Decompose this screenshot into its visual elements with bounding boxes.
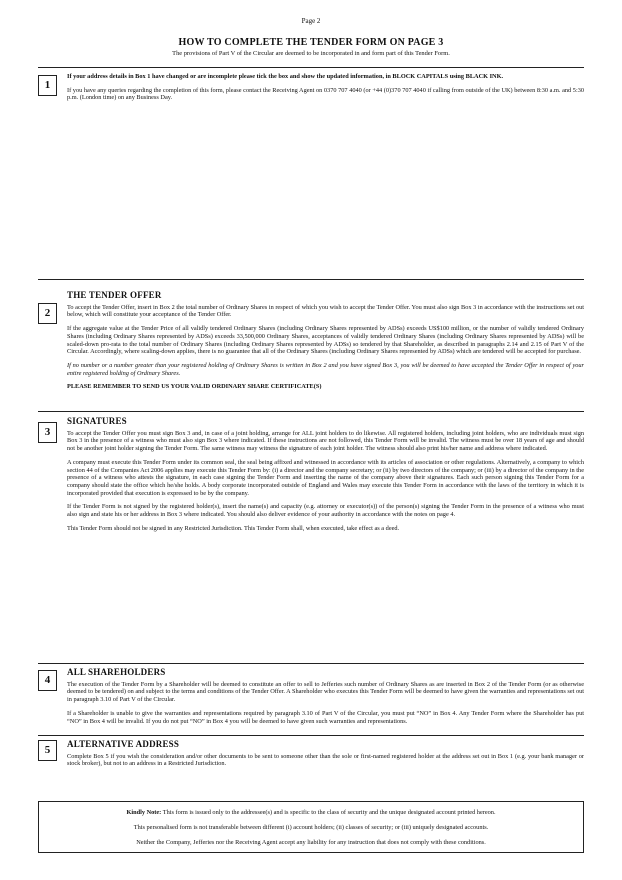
notice-line-2: This personalised form is not transferable between different (i) account holders; (ii) classes of security; or (iii) uniquely designated accounts. bbox=[133, 824, 489, 831]
notice-label: Kindly Note: bbox=[126, 809, 162, 816]
section-divider bbox=[38, 663, 584, 664]
box-3-paragraph-3: If the Tender Form is not signed by the registered holder(s), insert the name(s) and capacity (e.g. attorney or executor(s)) of the person(s) signing the Tender Form in the presence of a witness who must also sign and state his or her address in Box 3 where indicated. You should also deliver evidence of your authority in accordance with the notes on page 4. bbox=[67, 503, 584, 519]
box-3-paragraph-4: This Tender Form should not be signed in any Restricted Jurisdiction. This Tender Form shall, when executed, take effect as a deed. bbox=[67, 524, 400, 532]
notice-line-3: Neither the Company, Jefferies nor the Receiving Agent accept any liability for any instruction that does not comply with these conditions. bbox=[136, 839, 486, 846]
box-3-paragraph-2: A company must execute this Tender Form under its common seal, the seal being affixed and witnessed in accordance with its articles of association or other regulations. Alternatively, a company to which section 44 of the Companies Act 2006 applies may execute this Tender Form by: (i) a director and the company secretary; or (ii) by two directors of the company; or (iii) by a director of the company in the presence of a witness who attests the signature, in each case signing the Tender Form and inserting the name of the company above their signatures. Each such person signing this Tender Form for a company should state the office which he/she holds. A body corporate incorporated outside of England and Wales may execute this Tender Form in accordance with the laws of the territory in which it is incorporated provided that execution is expressed to be by the company. bbox=[67, 458, 584, 497]
section-divider bbox=[38, 735, 584, 736]
box-2-paragraph-3: If no number or a number greater than your registered holding of Ordinary Shares is written in Box 2 and you have signed Box 3, you will be deemed to have accepted the Tender Offer in respect of your entire registered holding of Ordinary Shares. bbox=[67, 361, 584, 377]
page-number: Page 2 bbox=[301, 17, 321, 25]
page-title: HOW TO COMPLETE THE TENDER FORM ON PAGE 3 bbox=[178, 37, 444, 48]
box-1-instruction: If your address details in Box 1 have changed or are incomplete please tick the box and show the updated information, in BLOCK CAPITALS using BLACK INK. bbox=[67, 73, 504, 80]
box-1-queries: If you have any queries regarding the completion of this form, please contact the Receiving Agent on 0370 707 4040 (or +44 (0)370 707 4040 if calling from outside of the UK) between 8:30 a.m. and 5:30 p.m. (London time) on any Business Day. bbox=[67, 86, 584, 102]
section-box-3 bbox=[67, 418, 584, 538]
box-3-heading: SIGNATURES bbox=[67, 416, 127, 426]
box-4-heading: ALL SHAREHOLDERS bbox=[67, 667, 166, 677]
box-3-number: 3 bbox=[38, 422, 57, 443]
box-2-paragraph-2: If the aggregate value at the Tender Price of all validly tendered Ordinary Shares (including Ordinary Shares represented by ADSs) exceeds US$100 million, or the number of validly tendered Ordinary Shares (including Ordinary Shares represented by ADSs) exceeds 33,500,000 Ordinary Shares, acceptances of validly tendered Ordinary Shares (including Ordinary Shares represented by ADSs) will be scaled-down pro-rata to the total number of Ordinary Shares (including Ordinary Shares represented by ADSs) so tendered by that Shareholder, as described in paragraphs 2.14 and 2.15 of Part V of the Circular. Accordingly, where scaling-down applies, there is no guarantee that all of the Ordinary Shares (including Ordinary Shares represented by ADSs) which are tendered will be accepted for purchase. bbox=[67, 325, 584, 356]
box-5-paragraph-1: Complete Box 5 if you wish the consideration and/or other documents to be sent to someone other than the sole or first-named registered holder at the address set out in Box 1 (e.g. your bank manager or stock broker), but not to an address in a Restricted Jurisdiction. bbox=[67, 752, 584, 768]
box-4-paragraph-2: If a Shareholder is unable to give the warranties and representations required by paragraph 3.10 of Part V of the Circular, you must put “NO” in Box 4. Any Tender Form where the Shareholder has put “NO” in Box 4 will be invalid. If you do not put “NO” in Box 4 you will be deemed to have given such warranties and representations. bbox=[67, 709, 584, 725]
box-2-number: 2 bbox=[38, 303, 57, 324]
box-1-number: 1 bbox=[38, 75, 57, 96]
page-subtitle: The provisions of Part V of the Circular are deemed to be incorporated in and form part of this Tender Form. bbox=[172, 50, 450, 57]
section-box-4 bbox=[67, 669, 584, 731]
box-5-number: 5 bbox=[38, 740, 57, 761]
section-divider bbox=[38, 411, 584, 412]
section-divider bbox=[38, 279, 584, 280]
section-box-5 bbox=[67, 741, 584, 774]
section-divider bbox=[38, 67, 584, 68]
box-3-paragraph-1: To accept the Tender Offer you must sign Box 3 and, in case of a joint holding, arrange for ALL joint holders to do likewise. All registered holders, including joint holders, who are individuals must sign Box 3 in the presence of a witness who must also sign Box 3 where indicated. If these instructions are not followed, this Tender Form will be invalid. The witness must be over 18 years of age and should not be another joint holder signing the Tender Form. The same witness may witness the signature of each joint holder. The witness should also print his/her name and address where indicated. bbox=[67, 429, 584, 453]
section-box-2 bbox=[67, 292, 584, 397]
box-5-heading: ALTERNATIVE ADDRESS bbox=[67, 739, 180, 749]
kindly-note-box bbox=[38, 801, 584, 853]
box-4-paragraph-1: The execution of the Tender Form by a Shareholder will be deemed to constitute an offer to sell to Jefferies such number of Ordinary Shares as are inserted in Box 2 of the Tender Form (or as otherwise deemed to be tendered) on and subject to the terms and conditions of the Tender Offer. A Shareholder who executes this Tender Form will be deemed to have given the warranties and representations set out in paragraph 3.10 of Part V of the Circular. bbox=[67, 680, 584, 704]
box-2-paragraph-1: To accept the Tender Offer, insert in Box 2 the total number of Ordinary Shares in respect of which you wish to accept the Tender Offer. You must also sign Box 3 in accordance with the instructions set out below, which will constitute your acceptance of the Tender Offer. bbox=[67, 303, 584, 319]
notice-line-1 bbox=[39, 809, 583, 816]
box-2-heading: THE TENDER OFFER bbox=[67, 290, 162, 300]
certificate-reminder: PLEASE REMEMBER TO SEND US YOUR VALID ORDINARY SHARE CERTIFICATE(S) bbox=[67, 383, 322, 391]
section-box-1 bbox=[67, 73, 584, 108]
box-4-number: 4 bbox=[38, 670, 57, 691]
notice-line-1-text: This form is issued only to the addressee(s) and is specific to the class of security and the unique designated account printed hereon. bbox=[162, 809, 496, 816]
